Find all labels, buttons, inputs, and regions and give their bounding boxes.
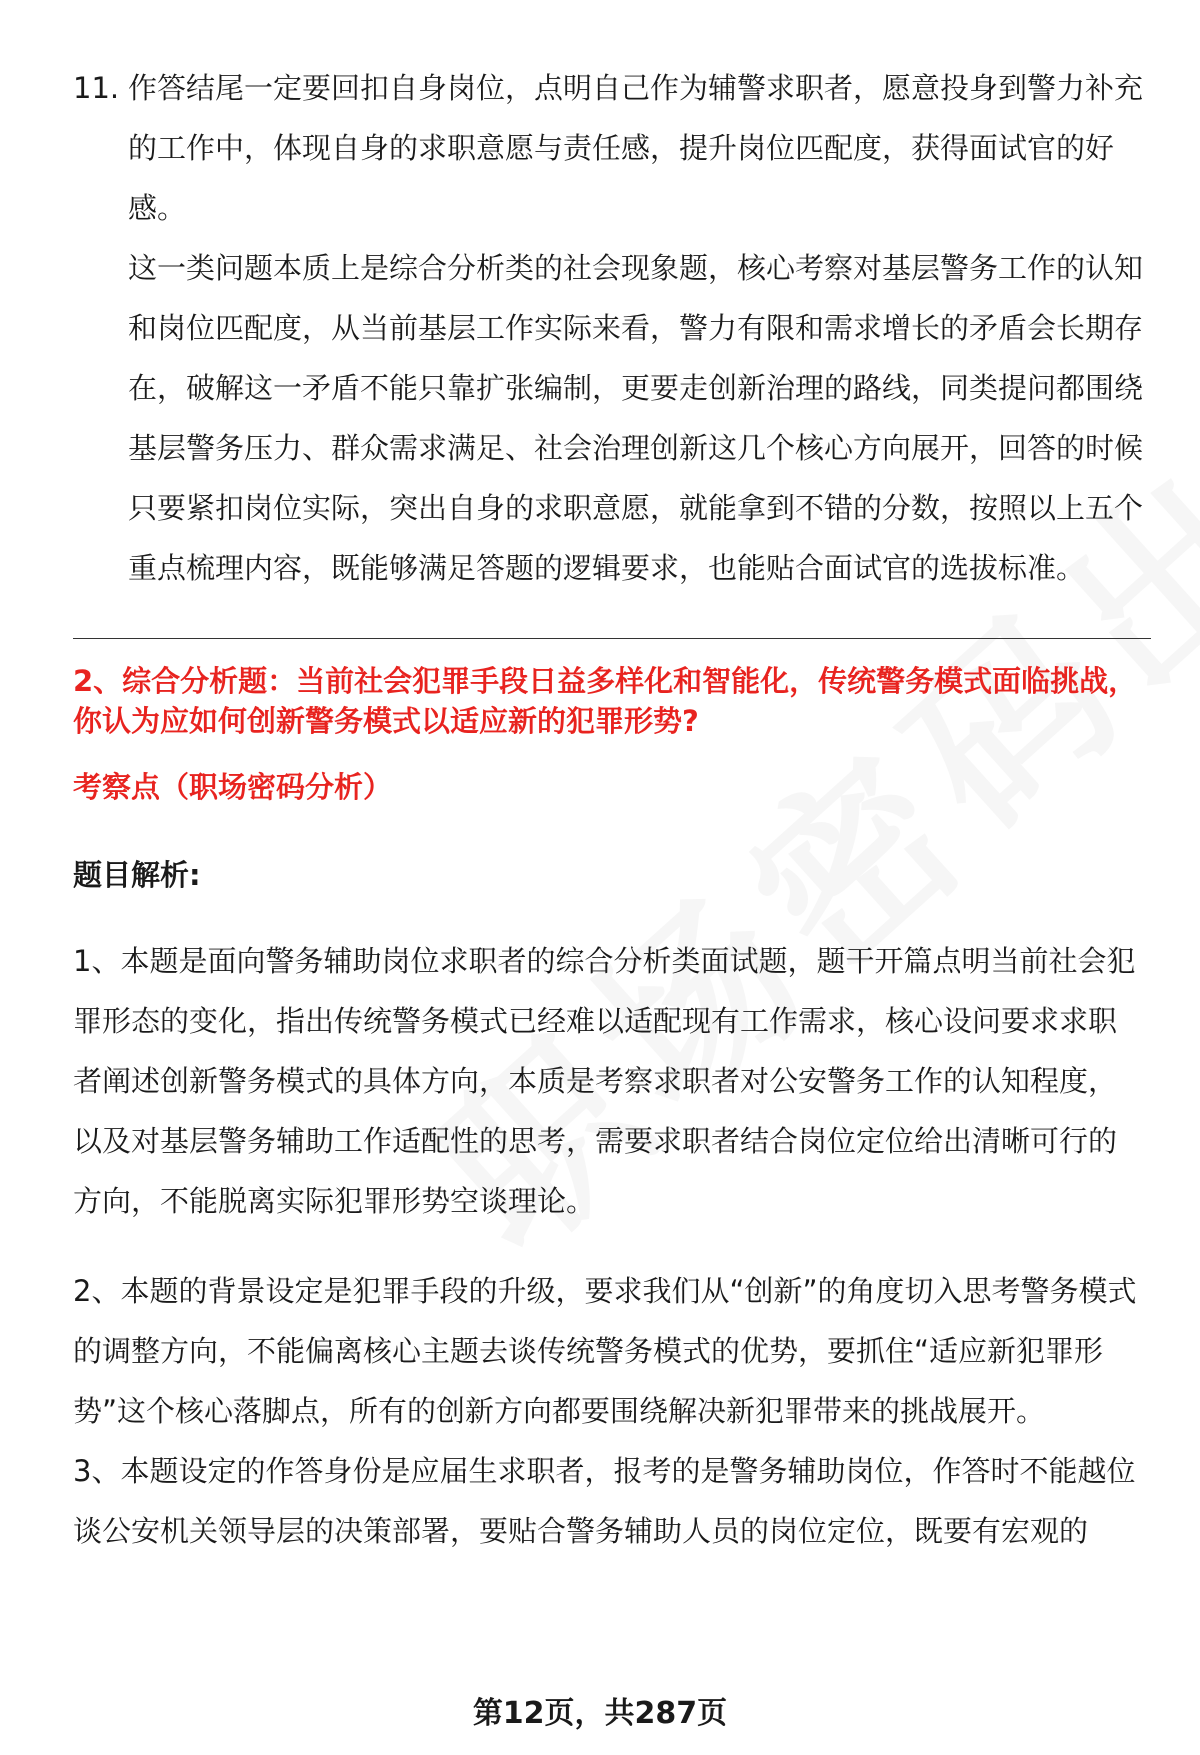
analysis-paragraph-3: 3、本题设定的作答身份是应届生求职者，报考的是警务辅助岗位，作答时不能越位谈公安机关领导层的决策部署，要贴合警务辅助人员的岗位定位，既要有宏观的 (73, 1454, 1136, 1548)
analysis-paragraph-1: 1、本题是面向警务辅助岗位求职者的综合分析类面试题，题干开篇点明当前社会犯罪形态的变化，指出传统警务模式已经难以适配现有工作需求，核心设问要求求职者阐述创新警务模式的具体方向，本质是考察求职者对公安警务工作的认知程度，以及对基层警务辅助工作适配性的思考，需要求职者结合岗位定位给出清晰可行的方向，不能脱离实际犯罪形势空谈理论。 (73, 944, 1136, 1218)
summary-paragraph: 这一类问题本质上是综合分析类的社会现象题，核心考察对基层警务工作的认知和岗位匹配度，从当前基层工作实际来看，警力有限和需求增长的矛盾会长期存在，破解这一矛盾不能只靠扩张编制，更要走创新治理的路线，同类提问都围绕基层警务压力、群众需求满足、社会治理创新这几个核心方向展开，回答的时候只要紧扣岗位实际，突出自身的求职意愿，就能拿到不错的分数，按照以上五个重点梳理内容，既能够满足答题的逻辑要求，也能贴合面试官的选拔标准。 (128, 251, 1144, 585)
question-heading: 2、综合分析题：当前社会犯罪手段日益多样化和智能化，传统警务模式面临挑战，你认为应如何创新警务模式以适应新的犯罪形势? (73, 664, 1138, 738)
list-item-text: 作答结尾一定要回扣自身岗位，点明自己作为辅警求职者，愿意投身到警力补充的工作中，体现自身的求职意愿与责任感，提升岗位匹配度，获得面试官的好感。 (128, 71, 1144, 225)
list-item-number: 11. (73, 71, 120, 105)
analysis-title: 题目解析: (73, 858, 201, 892)
kaochadian-heading: 考察点（职场密码分析） (73, 770, 393, 804)
divider (73, 638, 1151, 639)
page-footer: 第12页，共287页 (472, 1696, 728, 1731)
list-item-11 (73, 58, 1143, 238)
analysis-paragraph-2: 2、本题的背景设定是犯罪手段的升级，要求我们从“创新”的角度切入思考警务模式的调整方向，不能偏离核心主题去谈传统警务模式的优势，要抓住“适应新犯罪形势”这个核心落脚点，所有的创新方向都要围绕解决新犯罪带来的挑战展开。 (73, 1274, 1137, 1428)
document-body (73, 58, 1143, 1561)
